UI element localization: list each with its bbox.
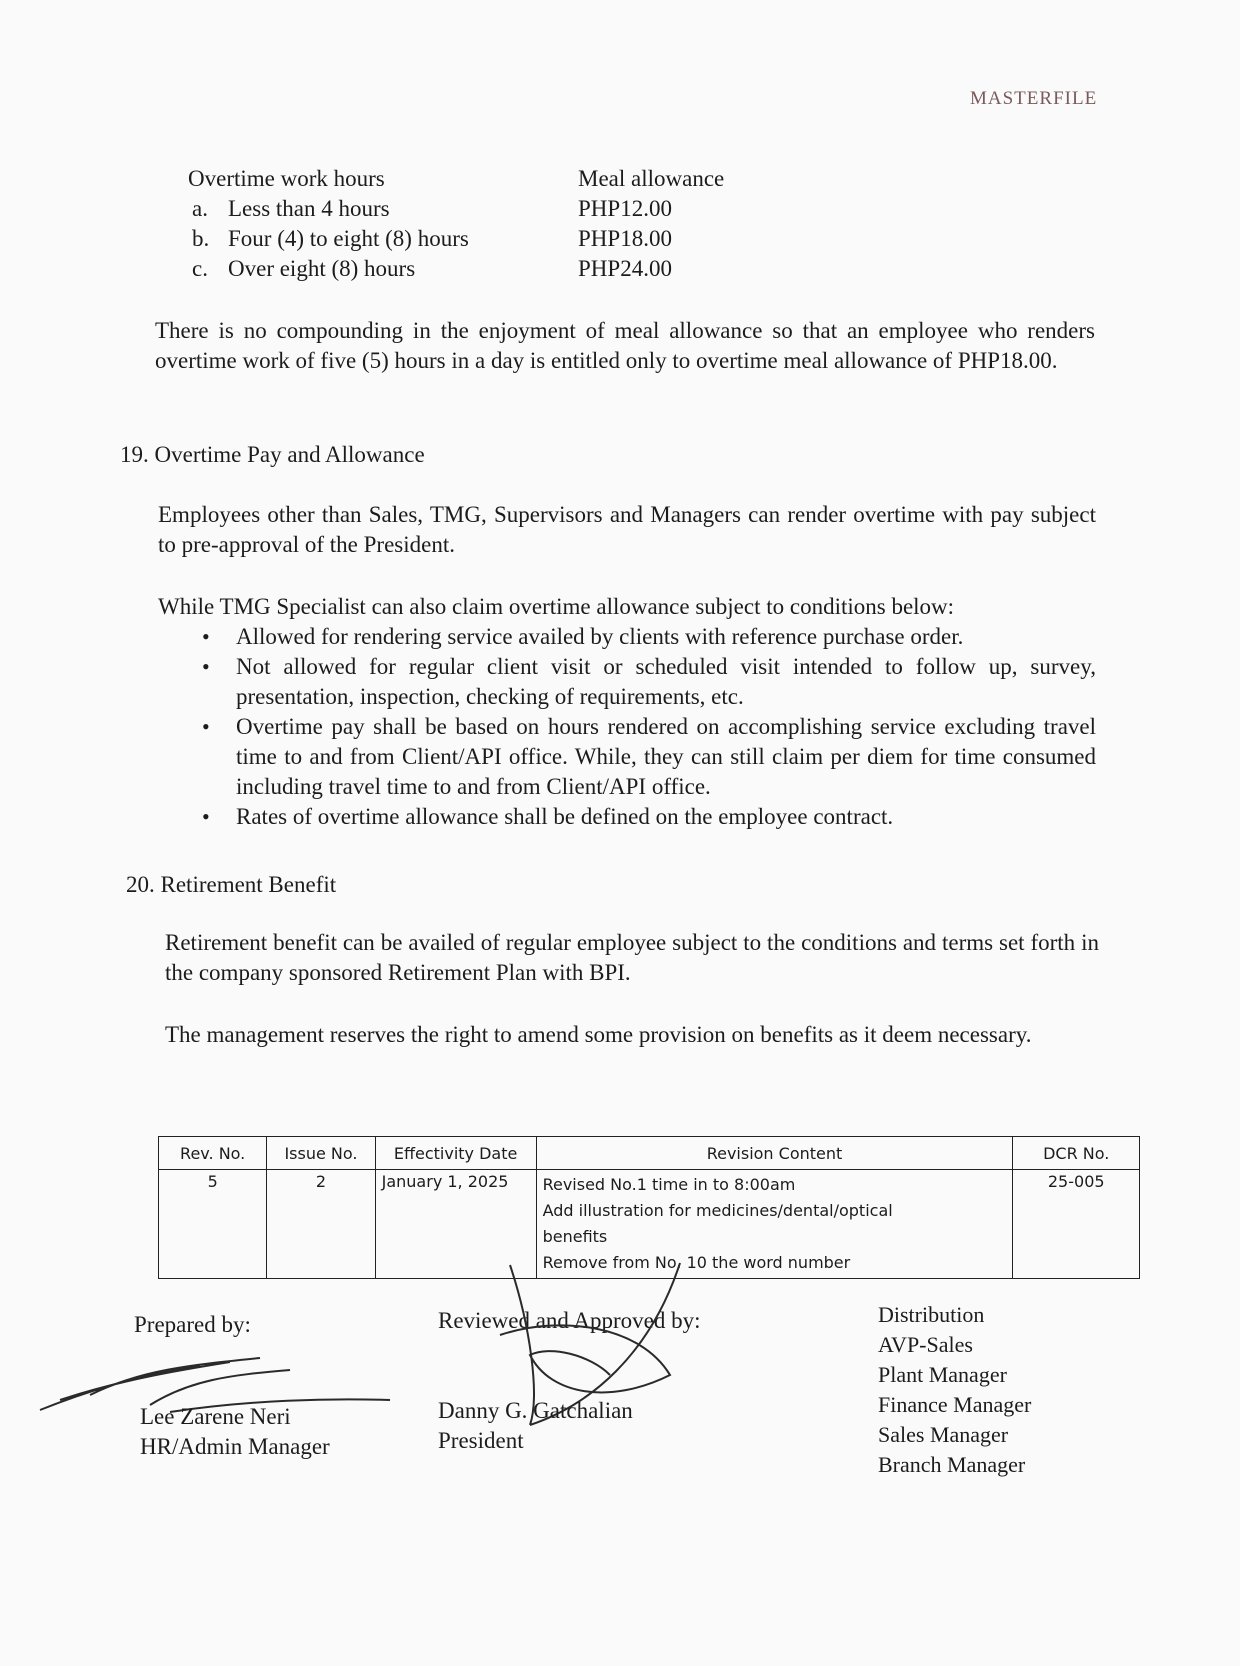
list-item: • Allowed for rendering service availed by clients with reference purchase order. [196,622,1096,652]
masterfile-stamp: MASTERFILE [970,88,1098,109]
meal-allowance-table [188,164,748,284]
row-letter: a. [192,196,208,221]
rev-no-value: 5 [159,1170,267,1279]
distribution-list [878,1300,1031,1480]
meal-table-row [188,194,748,224]
section-20-para-2: The management reserves the right to amend some provision on benefits as it deem necessary. [165,1022,1032,1047]
prepared-by-title: HR/Admin Manager [140,1434,330,1459]
section-19-para-1: Employees other than Sales, TMG, Supervisors and Managers can render overtime with pay subject to pre-approval of the President. [158,502,1096,557]
revision-line: Remove from No. 10 the word number [542,1253,851,1272]
col-issue-no: Issue No. [267,1137,375,1170]
section-19-title: 19. Overtime Pay and Allowance [120,442,425,467]
list-item: Branch Manager [878,1452,1026,1477]
row-letter: b. [192,226,210,251]
prepared-by-label: Prepared by: [134,1312,251,1337]
list-item: Plant Manager [878,1362,1007,1387]
list-item: • Overtime pay shall be based on hours rendered on accomplishing service excluding travel time to and from Client/API office. While, they can still claim per diem for time consumed including travel time to and from Client/API office. [196,712,1096,802]
row-letter: c. [192,256,208,281]
dcr-no-value: 25-005 [1013,1170,1140,1279]
section-20-para-1: Retirement benefit can be availed of regular employee subject to the conditions and terms set forth in the company sponsored Retirement Plan with BPI. [165,930,1099,985]
meal-table-header [188,164,748,194]
section-19-para-2: While TMG Specialist can also claim overtime allowance subject to conditions below: [158,594,955,619]
list-item: Sales Manager [878,1422,1009,1447]
list-item: • Rates of overtime allowance shall be defined on the employee contract. [196,802,1096,832]
overtime-conditions-list [196,622,1096,832]
meal-allowance-note: There is no compounding in the enjoyment of meal allowance so that an employee who renders overtime work of five (5) hours in a day is entitled only to overtime meal allowance of PHP18.00. [155,318,1095,373]
col-dcr-no: DCR No. [1013,1137,1140,1170]
section-20-title: 20. Retirement Benefit [126,872,337,897]
col-effectivity-date: Effectivity Date [375,1137,536,1170]
approved-by-name: Danny G. Gatchalian [438,1398,633,1423]
approved-by-title: President [438,1428,524,1453]
revision-line: Add illustration for medicines/dental/optical [542,1201,893,1220]
revision-table-header [159,1137,1140,1170]
row-amount: PHP18.00 [578,226,672,251]
approved-by-label: Reviewed and Approved by: [438,1308,701,1333]
col-revision-content: Revision Content [536,1137,1013,1170]
row-hours: Less than 4 hours [228,196,390,221]
list-item: • Not allowed for regular client visit or scheduled visit intended to follow up, survey, presentation, inspection, checking of requirements, etc. [196,652,1096,712]
list-item: AVP-Sales [878,1332,973,1357]
meal-table-row [188,224,748,254]
row-amount: PHP24.00 [578,256,672,281]
row-hours: Over eight (8) hours [228,256,416,281]
col-rev-no: Rev. No. [159,1137,267,1170]
revision-line: Revised No.1 time in to 8:00am [542,1175,796,1194]
meal-table-row [188,254,748,284]
distribution-label: Distribution [878,1302,985,1327]
effectivity-date-value: January 1, 2025 [375,1170,536,1279]
row-amount: PHP12.00 [578,196,672,221]
issue-no-value: 2 [267,1170,375,1279]
col-meal-allowance: Meal allowance [578,166,725,191]
list-item: Finance Manager [878,1392,1032,1417]
col-overtime-hours: Overtime work hours [188,166,385,191]
prepared-by-name: Lee Zarene Neri [140,1404,291,1429]
revision-line: benefits [542,1227,608,1246]
row-hours: Four (4) to eight (8) hours [228,226,469,251]
